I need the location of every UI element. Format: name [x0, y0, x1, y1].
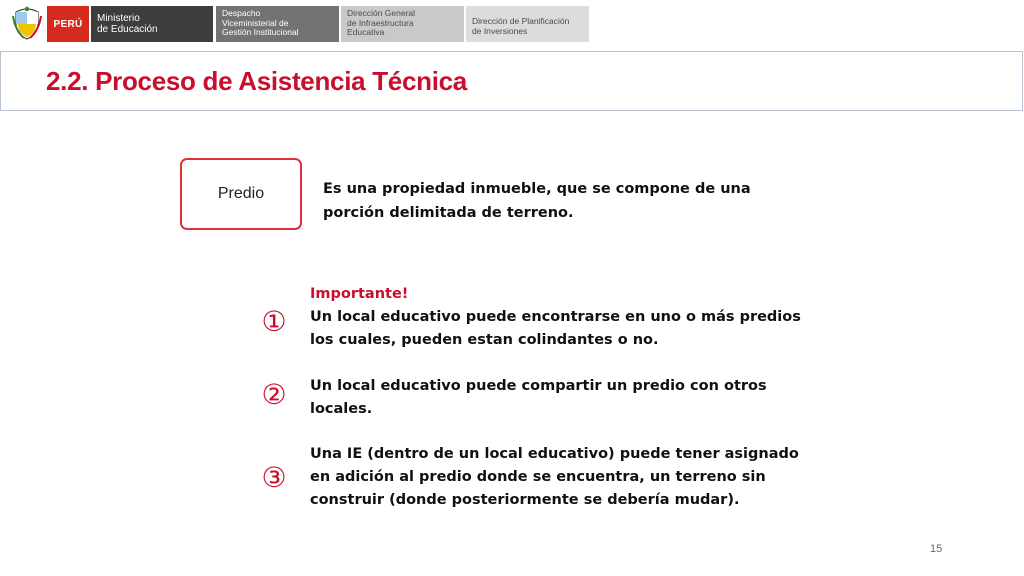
- header-line: de Inversiones: [472, 25, 528, 36]
- header-block-ministerio: [91, 6, 213, 42]
- header-line: Dirección de Planificación: [472, 16, 570, 26]
- point-text-3: Una IE (dentro de un local educativo) puede tener asignado en adición al predio donde se encuentra, un terreno sin construir (donde posteriormente se debería mudar).: [310, 446, 799, 508]
- peru-badge: PERÚ: [47, 6, 89, 42]
- circled-two-icon: ②: [261, 378, 287, 411]
- peru-coat-of-arms-icon: [12, 6, 42, 40]
- header-block-despacho: [216, 6, 339, 42]
- header-line: Gestión Institucional: [222, 27, 299, 37]
- institutional-header: [0, 0, 1024, 46]
- header-line: Despacho: [222, 8, 261, 18]
- predio-box: [180, 158, 302, 230]
- header-block-direccion-planificacion: [466, 6, 589, 42]
- important-label: Importante!: [310, 286, 409, 302]
- circled-one-icon: ①: [261, 305, 287, 338]
- circled-three-icon: ③: [261, 461, 287, 494]
- header-line: Viceministerial de: [222, 17, 289, 28]
- header-line: Ministerio: [97, 13, 140, 24]
- point-text-1: Un local educativo puede encontrarse en uno o más predios los cuales, pueden estan colindantes o no.: [310, 309, 801, 348]
- header-line: Educativa: [347, 27, 385, 37]
- point-text-2: Un local educativo puede compartir un predio con otros locales.: [310, 378, 767, 417]
- predio-label: Predio: [217, 185, 265, 202]
- header-line: de Infraestructura: [347, 17, 414, 28]
- page-number: 15: [930, 543, 943, 555]
- header-line: de Educación: [97, 24, 158, 35]
- predio-definition: Es una propiedad inmueble, que se compone de una porción delimitada de terreno.: [323, 181, 751, 221]
- slide-title: 2.2. Proceso de Asistencia Técnica: [46, 66, 467, 96]
- header-line: Dirección General: [347, 8, 416, 18]
- header-block-direccion-general: [341, 6, 464, 42]
